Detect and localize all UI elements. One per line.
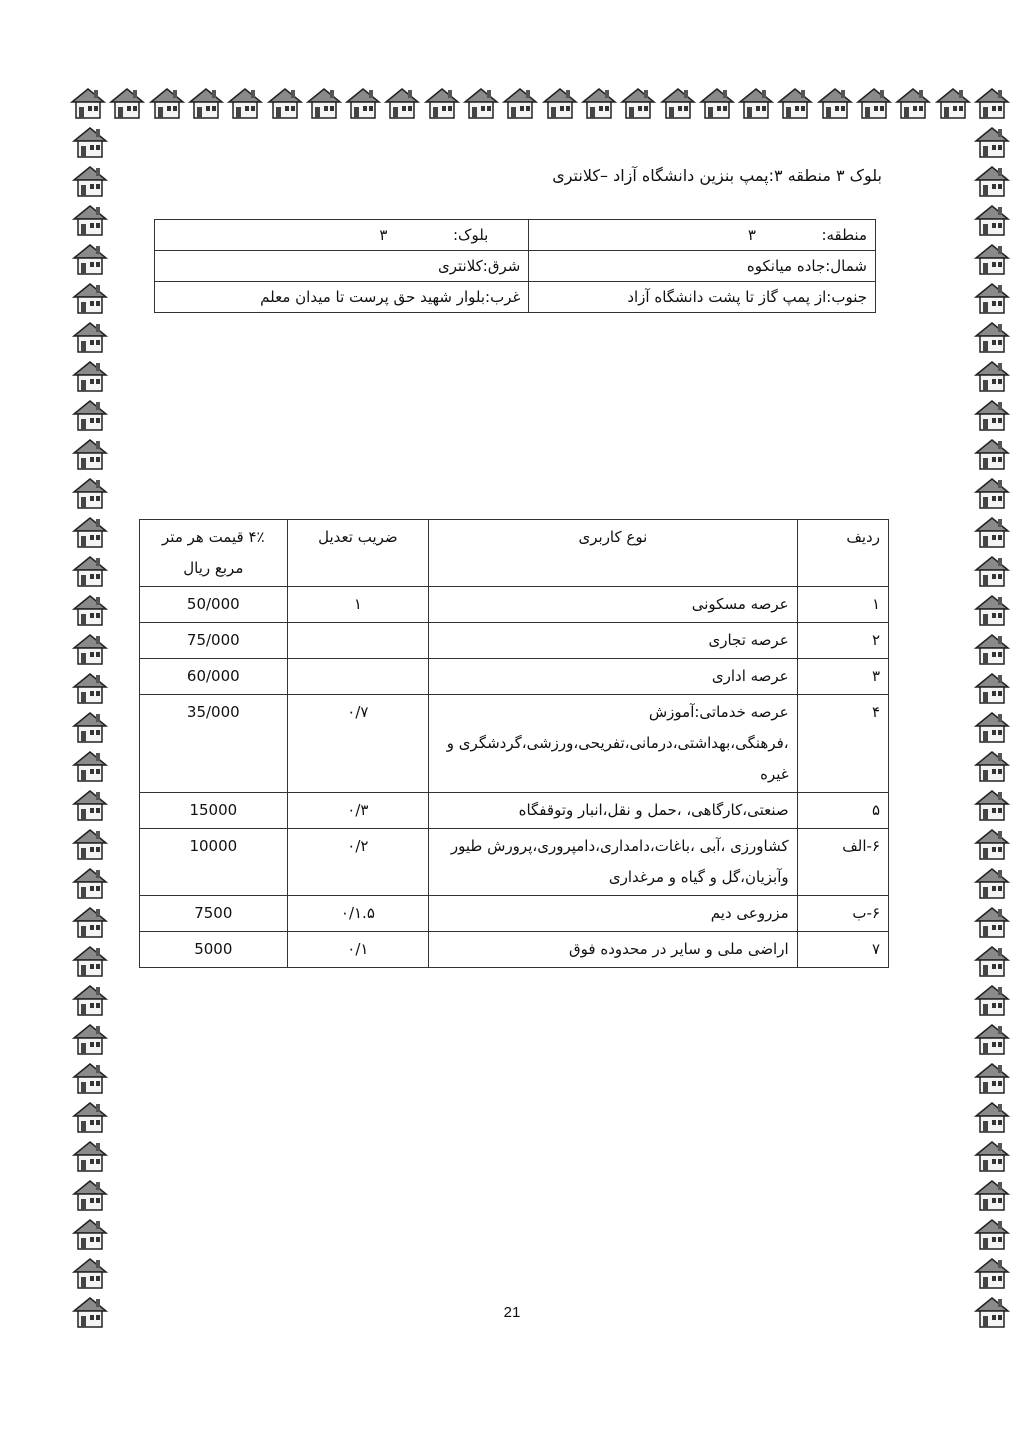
row-number: ۳ [797,659,888,695]
row-number: ۶-ب [797,896,888,932]
zone-value: ۳ [747,226,756,244]
house-icon [974,398,1010,432]
house-icon [974,749,1010,783]
house-icon [72,1061,108,1095]
house-icon [72,242,108,276]
house-icon [974,554,1010,588]
house-icon [974,359,1010,393]
zone-label: منطقه: [821,226,867,244]
house-icon [384,86,420,120]
coefficient: ۰/۷ [287,695,429,793]
table-row [140,932,889,968]
price: 5000 [140,932,288,968]
house-icon [974,203,1010,237]
house-icon [777,86,813,120]
row-number: ۷ [797,932,888,968]
header-coefficient: ضریب تعدیل [287,520,429,587]
house-icon [974,866,1010,900]
house-icon [974,827,1010,861]
land-use-rates-table [139,519,889,968]
house-icon [974,1178,1010,1212]
price: 75/000 [140,623,288,659]
house-icon [935,86,971,120]
house-icon [974,242,1010,276]
header-price [140,520,288,587]
zone-cell [529,220,876,251]
house-icon [738,86,774,120]
table-row [140,659,889,695]
house-icon [974,1022,1010,1056]
house-icon [72,944,108,978]
house-icon [463,86,499,120]
house-icon [974,1061,1010,1095]
coefficient: ۰/۲ [287,829,429,896]
house-icon [974,1100,1010,1134]
block-value: ۳ [379,226,388,244]
house-icon [72,983,108,1017]
house-icon [974,710,1010,744]
price: 7500 [140,896,288,932]
price: 10000 [140,829,288,896]
house-icon [72,1100,108,1134]
land-use: عرصه مسکونی [429,587,797,623]
house-icon [72,1178,108,1212]
table-row [140,695,889,793]
row-number: ۵ [797,793,888,829]
row-number: ۱ [797,587,888,623]
house-icon [72,632,108,666]
house-icon [72,1256,108,1290]
house-icon [620,86,656,120]
table-row [140,623,889,659]
table-row [140,587,889,623]
house-icon [974,86,1010,120]
table-row [140,896,889,932]
house-icon [974,905,1010,939]
block-label: بلوک: [452,226,489,244]
house-icon [974,1217,1010,1251]
house-icon [72,320,108,354]
info-row [155,220,876,251]
house-icon [109,86,145,120]
house-icon [72,671,108,705]
header-land-use: نوع کاربری [429,520,797,587]
coefficient: ۰/۳ [287,793,429,829]
house-icon [895,86,931,120]
zone-info-table [154,219,876,313]
house-icon [699,86,735,120]
row-number: ۲ [797,623,888,659]
price: 50/000 [140,587,288,623]
house-icon [72,788,108,822]
house-icon [345,86,381,120]
block-cell [155,220,529,251]
price: 35/000 [140,695,288,793]
house-icon [974,671,1010,705]
page-title: بلوک ۳ منطقه ۳:پمپ بنزین دانشگاه آزاد –کلانتری [552,166,882,185]
house-icon [974,788,1010,822]
house-icon [974,281,1010,315]
house-icon [72,710,108,744]
house-icon [72,1217,108,1251]
house-icon [72,476,108,510]
land-use: اراضی ملی و سایر در محدوده فوق [429,932,797,968]
land-use: کشاورزی ،آبی ،باغات،دامداری،دامپروری،پرورش طیور وآبزیان،گل و گیاه و مرغداری [429,829,797,896]
house-icon [542,86,578,120]
west-cell: غرب:بلوار شهید حق پرست تا میدان معلم [155,282,529,313]
price: 60/000 [140,659,288,695]
house-icon [72,554,108,588]
row-number: ۶-الف [797,829,888,896]
house-icon [149,86,185,120]
house-icon [227,86,263,120]
house-icon [72,203,108,237]
house-icon [974,983,1010,1017]
house-icon [817,86,853,120]
house-icon [974,437,1010,471]
row-number: ۴ [797,695,888,793]
land-use: عرصه خدماتی:آموزش ،فرهنگی،بهداشتی،درمانی،تفریحی،ورزشی،گردشگری و غیره [429,695,797,793]
house-icon [306,86,342,120]
house-icon [502,86,538,120]
house-icon [974,593,1010,627]
land-use: مزروعی دیم [429,896,797,932]
coefficient [287,659,429,695]
house-icon [72,1139,108,1173]
land-use: عرصه تجاری [429,623,797,659]
house-icon [188,86,224,120]
house-icon [72,827,108,861]
house-icon [72,593,108,627]
info-row [155,282,876,313]
house-icon [974,515,1010,549]
page-number: 21 [503,1304,521,1321]
house-icon [72,359,108,393]
header-price-line2: مربع ریال [183,559,244,577]
house-icon [974,164,1010,198]
land-use: صنعتی،کارگاهی، ،حمل و نقل،انبار وتوقفگاه [429,793,797,829]
house-icon [974,476,1010,510]
house-icon [974,944,1010,978]
house-icon [72,515,108,549]
coefficient: ۰/۱ [287,932,429,968]
house-icon [72,749,108,783]
house-icon [72,281,108,315]
header-row-number: ردیف [797,520,888,587]
house-icon [974,1139,1010,1173]
house-icon [974,125,1010,159]
house-icon [856,86,892,120]
house-icon [72,1022,108,1056]
house-icon [974,632,1010,666]
north-cell: شمال:جاده میانکوه [529,251,876,282]
house-icon [72,164,108,198]
land-use: عرصه اداری [429,659,797,695]
house-icon [581,86,617,120]
house-icon [72,125,108,159]
house-icon [70,86,106,120]
south-cell: جنوب:از پمپ گاز تا پشت دانشگاه آزاد [529,282,876,313]
header-price-line1: ۴٪ قیمت هر متر [162,528,265,546]
table-row [140,829,889,896]
info-row [155,251,876,282]
house-icon [72,398,108,432]
house-icon [72,437,108,471]
price: 15000 [140,793,288,829]
house-icon [974,320,1010,354]
table-header-row [140,520,889,587]
house-icon [72,866,108,900]
house-icon [974,1256,1010,1290]
coefficient: ۰/۱.۵ [287,896,429,932]
table-row [140,793,889,829]
coefficient [287,623,429,659]
coefficient: ۱ [287,587,429,623]
house-icon [424,86,460,120]
house-icon [660,86,696,120]
east-cell: شرق:کلانتری [155,251,529,282]
house-icon [267,86,303,120]
house-icon [72,905,108,939]
